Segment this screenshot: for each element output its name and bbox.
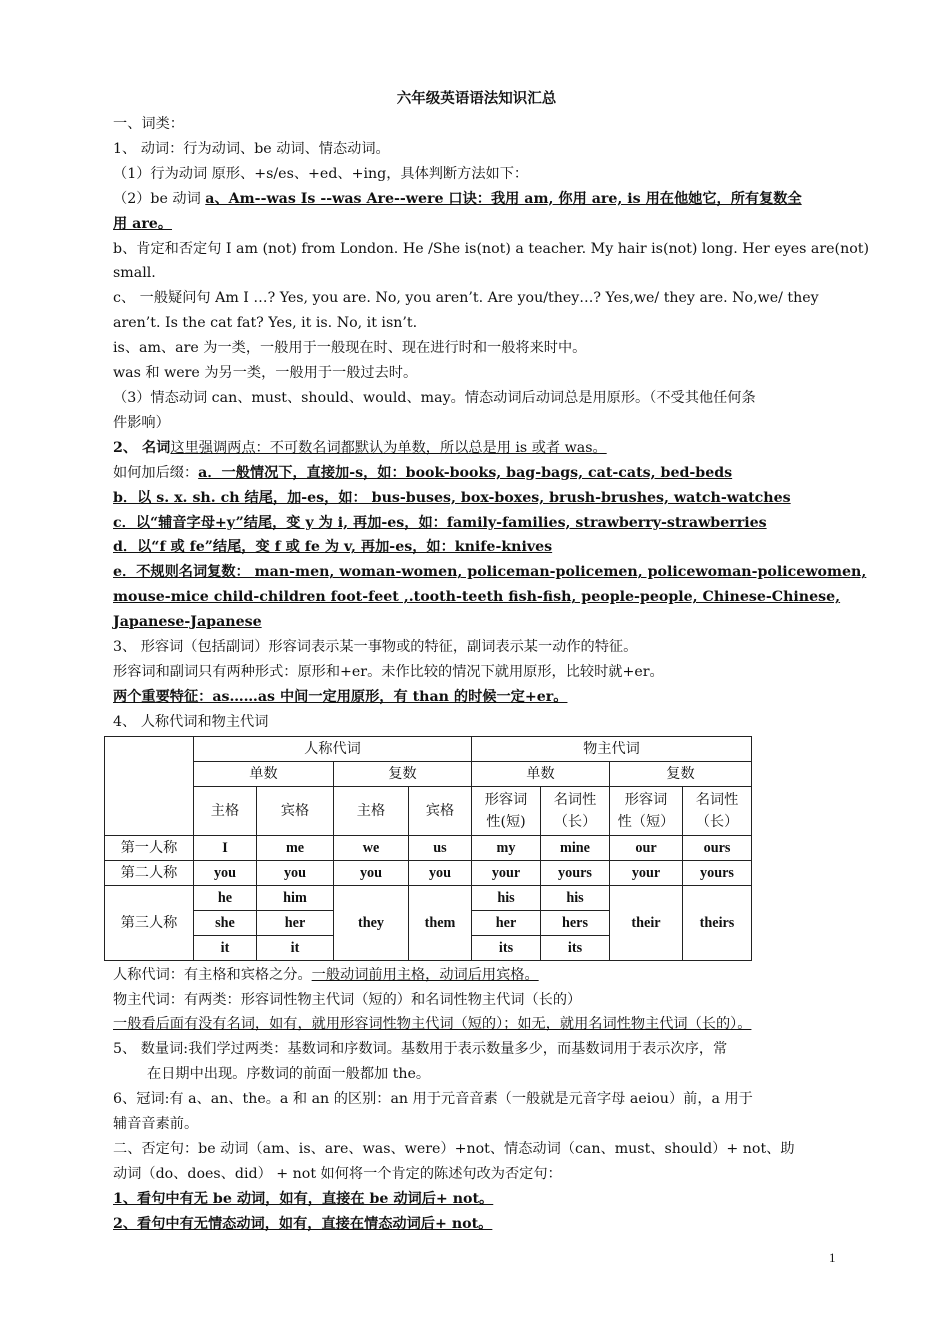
header-possessive-pronoun: 物主代词 xyxy=(472,736,752,761)
action-verb-line: （1）行为动词 原形、+s/es、+ed、+ing，具体判断方法如下： xyxy=(113,165,529,182)
numeral-heading-cont: 在日期中出现。序数词的前面一般都加 the。 xyxy=(147,1066,431,1083)
plural-rule-c: c．以“辅音字母+y”结尾，变 y 为 i, 再加-es，如：family-families, strawberry-strawberries xyxy=(113,514,767,531)
table-cell: his xyxy=(472,885,541,910)
article-line-cont: 辅音音素前。 xyxy=(113,1116,199,1133)
table-cell: ours xyxy=(683,835,752,860)
table-cell: theirs xyxy=(683,885,752,960)
table-cell: its xyxy=(472,935,541,960)
table-cell: her xyxy=(257,910,334,935)
be-verb-rule-cont: 用 are。 xyxy=(113,215,173,232)
table-cell: they xyxy=(334,885,409,960)
numeral-heading: 5、 数量词:我们学过两类：基数词和序数词。基数用于表示数量多少，而基数词用于表示次序，常 xyxy=(113,1041,728,1058)
personal-pronoun-note xyxy=(113,963,840,988)
header-object-case: 宾格 xyxy=(409,786,472,835)
affirmative-negative-line: b、肯定和否定句 I am (not) from London. He /She is(not) a teacher. My hair is(not) long. Her eyes are(not) xyxy=(113,240,869,257)
table-cell: you xyxy=(257,860,334,885)
row-label-second-person: 第二人称 xyxy=(105,860,194,885)
table-cell: her xyxy=(472,910,541,935)
plural-rule-b: b．以 s. x. sh. ch 结尾，加-es，如： bus-buses, box-boxes, brush-brushes, watch-watches xyxy=(113,489,791,506)
header-adjective-short: 形容词 性(短) xyxy=(472,786,541,835)
document-page xyxy=(113,86,869,1237)
negative-rule-2: 2、看句中有无情态动词，如有，直接在情态动词后+ not。 xyxy=(113,1215,493,1232)
negative-sentence-heading-cont: 动词（do、does、did） + not 如何将一个肯定的陈述句改为否定句： xyxy=(113,1165,562,1182)
table-row xyxy=(105,885,752,910)
table-cell: your xyxy=(610,860,683,885)
table-cell: yours xyxy=(541,860,610,885)
adjective-features: 两个重要特征：as……as 中间一定用原形，有 than 的时候一定+er。 xyxy=(113,688,568,705)
table-row xyxy=(105,835,752,860)
plural-rule-d: d．以“f 或 fe”结尾，变 f 或 fe 为 v, 再加-es，如：knife-knives xyxy=(113,539,553,556)
possessive-pronoun-note: 物主代词：有两类：形容词性物主代词（短的）和名词性物主代词（长的） xyxy=(113,991,582,1008)
table-corner-cell xyxy=(105,736,194,835)
modal-verb-line-cont: 件影响） xyxy=(113,414,170,431)
table-cell: his xyxy=(541,885,610,910)
be-verb-label: （2）be 动词 xyxy=(113,190,206,207)
possessive-pronoun-rule: 一般看后面有没有名词，如有，就用形容词性物主代词（短的）；如无，就用名词性物主代词（长的）。 xyxy=(113,1016,752,1033)
row-label-first-person: 第一人称 xyxy=(105,835,194,860)
be-verb-line xyxy=(113,187,840,212)
section-heading-word-classes: 一、词类： xyxy=(113,116,184,132)
header-subject-case: 主格 xyxy=(334,786,409,835)
modal-verb-line: （3）情态动词 can、must、should、would、may。情态动词后动词总是用原形。（不受其他任何条 xyxy=(113,389,756,406)
pronoun-table xyxy=(104,736,752,961)
table-cell: she xyxy=(194,910,257,935)
table-cell: them xyxy=(409,885,472,960)
table-cell: its xyxy=(541,935,610,960)
table-cell: hers xyxy=(541,910,610,935)
general-question-line: c、 一般疑问句 Am I …? Yes, you are. No, you aren’t. Are you/they…? Yes,we/ they are. No,we/ they xyxy=(113,290,819,307)
table-cell: their xyxy=(610,885,683,960)
header-object-case: 宾格 xyxy=(257,786,334,835)
table-cell: it xyxy=(257,935,334,960)
page-number: 1 xyxy=(829,1250,836,1265)
table-row xyxy=(105,860,752,885)
table-cell: we xyxy=(334,835,409,860)
plural-intro: 如何加后缀： xyxy=(113,464,199,481)
header-personal-pronoun: 人称代词 xyxy=(194,736,472,761)
plural-rule-a-text: a．一般情况下，直接加-s，如：book-books, bag-bags, cat-cats, bed-beds xyxy=(198,464,733,481)
table-cell: you xyxy=(194,860,257,885)
table-cell: he xyxy=(194,885,257,910)
header-singular: 单数 xyxy=(194,761,334,786)
plural-rule-a xyxy=(113,461,840,486)
article-line: 6、冠词:有 a、an、the。a 和 an 的区别：an 用于元音音素（一般就是元音字母 aeiou）前，a 用于 xyxy=(113,1091,753,1108)
table-cell: I xyxy=(194,835,257,860)
table-cell: your xyxy=(472,860,541,885)
pronoun-heading: 4、 人称代词和物主代词 xyxy=(113,713,269,730)
noun-label: 2、 名词 xyxy=(113,439,171,456)
plural-rule-e-cont: mouse-mice child-children foot-feet ,.tooth-teeth fish-fish, people-people, Chinese-Chinese, xyxy=(113,589,841,606)
noun-rule: 这里强调两点：不可数名词都默认为单数，所以总是用 is 或者 was。 xyxy=(170,439,607,456)
noun-heading xyxy=(113,436,840,461)
header-plural: 复数 xyxy=(610,761,752,786)
table-case-row xyxy=(105,786,752,835)
affirmative-negative-line-cont: small. xyxy=(113,265,156,282)
general-question-line-cont: aren’t. Is the cat fat? Yes, it is. No, it isn’t. xyxy=(113,315,418,332)
page-title: 六年级英语语法知识汇总 xyxy=(396,90,557,107)
header-noun-long: 名词性 （长） xyxy=(541,786,610,835)
table-cell: us xyxy=(409,835,472,860)
table-number-row xyxy=(105,761,752,786)
verb-heading: 1、 动词：行为动词、be 动词、情态动词。 xyxy=(113,140,390,157)
personal-pronoun-rule: 一般动词前用主格，动词后用宾格。 xyxy=(311,966,539,983)
header-plural: 复数 xyxy=(334,761,472,786)
adjective-forms: 形容词和副词只有两种形式：原形和+er。未作比较的情况下就用原形，比较时就+er。 xyxy=(113,663,664,680)
plural-rule-e: e．不规则名词复数： man-men, woman-women, policeman-policemen, policewoman-policewomen, xyxy=(113,564,867,581)
table-cell: yours xyxy=(683,860,752,885)
negative-rule-1: 1、看句中有无 be 动词，如有，直接在 be 动词后+ not。 xyxy=(113,1190,494,1207)
was-were-note: was 和 were 为另一类，一般用于一般过去时。 xyxy=(113,365,418,382)
table-cell: it xyxy=(194,935,257,960)
table-cell: me xyxy=(257,835,334,860)
table-cell: you xyxy=(334,860,409,885)
table-cell: our xyxy=(610,835,683,860)
header-noun-long: 名词性 （长） xyxy=(683,786,752,835)
table-cell: you xyxy=(409,860,472,885)
negative-sentence-heading: 二、否定句：be 动词（am、is、are、was、were）+not、情态动词（can、must、should）+ not、助 xyxy=(113,1141,795,1157)
is-am-are-note: is、am、are 为一类，一般用于一般现在时、现在进行时和一般将来时中。 xyxy=(113,340,587,357)
header-singular: 单数 xyxy=(472,761,610,786)
header-adjective-short: 形容词 性（短） xyxy=(610,786,683,835)
plural-rule-e-cont2: Japanese-Japanese xyxy=(113,614,262,631)
header-subject-case: 主格 xyxy=(194,786,257,835)
personal-pronoun-intro: 人称代词：有主格和宾格之分。 xyxy=(113,966,312,983)
adjective-heading: 3、 形容词（包括副词）形容词表示某一事物或的特征，副词表示某一动作的特征。 xyxy=(113,639,638,656)
table-cell: mine xyxy=(541,835,610,860)
be-verb-rule: a、Am--was Is --was Are--were 口诀：我用 am, 你用 are, is 用在他她它，所有复数全 xyxy=(205,190,802,207)
table-header-row xyxy=(105,736,752,761)
row-label-third-person: 第三人称 xyxy=(105,885,194,960)
table-cell: him xyxy=(257,885,334,910)
table-cell: my xyxy=(472,835,541,860)
